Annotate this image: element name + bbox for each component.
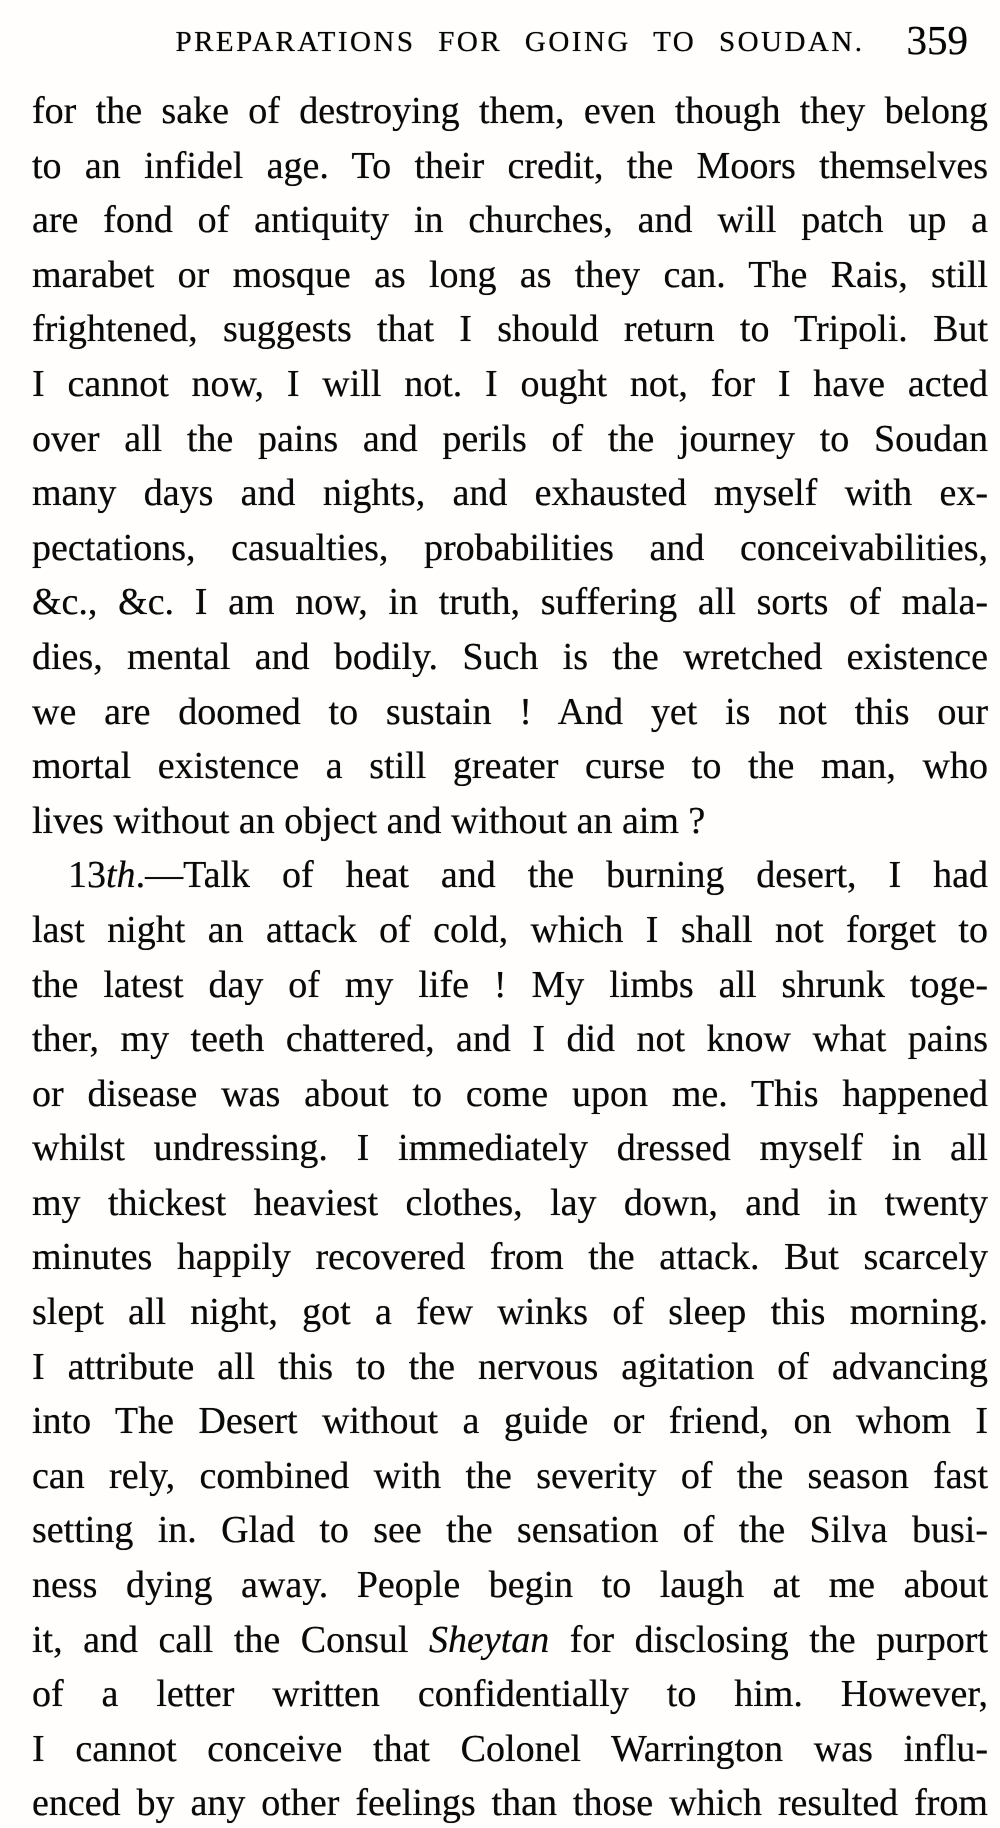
text-segment: we are doomed to sustain ! And yet is not this our <box>32 690 988 733</box>
text-segment: minutes happily recovered from the attack. But scarcely <box>32 1236 988 1279</box>
text-line <box>32 466 988 521</box>
text-segment: ness dying away. People begin to laugh at me about <box>32 1564 988 1607</box>
text-segment: marabet or mosque as long as they can. The Rais, still <box>32 253 988 296</box>
text-segment: mortal existence a still greater curse to the man, who <box>32 745 988 788</box>
text-line <box>32 1394 988 1449</box>
body-text <box>32 84 988 1828</box>
text-line <box>32 193 988 248</box>
text-line <box>32 739 988 794</box>
text-segment: frightened, suggests that I should return to Tripoli. But <box>32 308 988 351</box>
text-segment: dies, mental and bodily. Such is the wretched existence <box>32 635 988 678</box>
text-segment: it, and call the Consul <box>32 1618 429 1661</box>
page-number: 359 <box>906 17 968 63</box>
text-segment: for the sake of destroying them, even though they belong <box>32 90 988 132</box>
text-segment: I cannot now, I will not. I ought not, for I have acted <box>32 362 988 405</box>
text-line <box>32 1230 988 1285</box>
text-line <box>32 1285 988 1340</box>
text-segment-italic: th <box>106 854 136 897</box>
text-line <box>32 1722 988 1777</box>
text-segment: are fond of antiquity in churches, and will patch up a <box>32 199 988 242</box>
text-segment: to an infidel age. To their credit, the Moors themselves <box>32 144 988 187</box>
text-line <box>32 1449 988 1504</box>
text-line <box>32 1012 988 1067</box>
text-line <box>32 1776 988 1828</box>
text-segment: setting in. Glad to see the sensation of the Silva busi- <box>32 1509 988 1552</box>
text-segment: whilst undressing. I immediately dressed myself in all <box>32 1127 988 1170</box>
text-line <box>32 1667 988 1722</box>
text-line <box>32 794 988 849</box>
text-segment: I attribute all this to the nervous agitation of advancing <box>32 1345 988 1388</box>
text-segment: the latest day of my life ! My limbs all shrunk toge- <box>32 963 988 1006</box>
text-line <box>32 1503 988 1558</box>
text-segment: last night an attack of cold, which I shall not forget to <box>32 908 988 951</box>
text-segment: many days and nights, and exhausted myself with ex- <box>32 472 988 515</box>
text-segment: over all the pains and perils of the journey to Soudan <box>32 417 988 460</box>
text-line <box>32 412 988 467</box>
text-line <box>32 958 988 1013</box>
text-segment: 13 <box>68 854 106 897</box>
text-line <box>32 357 988 412</box>
text-line <box>32 1613 988 1668</box>
page-header <box>0 10 1000 66</box>
text-line <box>32 685 988 740</box>
text-line <box>32 1176 988 1231</box>
text-line <box>32 139 988 194</box>
text-line <box>32 248 988 303</box>
text-segment: slept all night, got a few winks of sleep this morning. <box>32 1291 988 1334</box>
text-segment: for disclosing the purport <box>549 1618 988 1661</box>
text-line <box>32 848 988 903</box>
text-line <box>32 630 988 685</box>
text-segment-italic: Sheytan <box>428 1618 550 1661</box>
text-line <box>32 1558 988 1613</box>
text-segment: can rely, combined with the severity of the season fast <box>32 1454 988 1497</box>
text-segment: I cannot conceive that Colonel Warrington was influ- <box>32 1727 988 1770</box>
text-line <box>32 1121 988 1176</box>
running-title: PREPARATIONS FOR GOING TO SOUDAN. <box>175 26 865 58</box>
text-segment: or disease was about to come upon me. This happened <box>32 1072 988 1115</box>
text-line <box>32 903 988 958</box>
text-line <box>32 575 988 630</box>
text-segment: enced by any other feelings than those which resulted from <box>32 1782 988 1825</box>
text-line <box>32 302 988 357</box>
text-segment: my thickest heaviest clothes, lay down, and in twenty <box>32 1181 988 1224</box>
text-segment: ther, my teeth chattered, and I did not know what pains <box>32 1018 988 1061</box>
text-segment: of a letter written confidentially to him. However, <box>32 1673 988 1716</box>
text-line <box>32 1340 988 1395</box>
text-segment: &c., &c. I am now, in truth, suffering all sorts of mala- <box>32 581 988 624</box>
text-segment: pectations, casualties, probabilities and conceivabilities, <box>32 526 988 569</box>
text-segment: .—Talk of heat and the burning desert, I had <box>135 854 988 897</box>
text-line <box>32 521 988 576</box>
text-segment: lives without an object and without an aim ? <box>32 799 706 842</box>
text-line <box>32 84 988 139</box>
text-segment: into The Desert without a guide or friend, on whom I <box>32 1400 988 1443</box>
text-line <box>32 1067 988 1122</box>
